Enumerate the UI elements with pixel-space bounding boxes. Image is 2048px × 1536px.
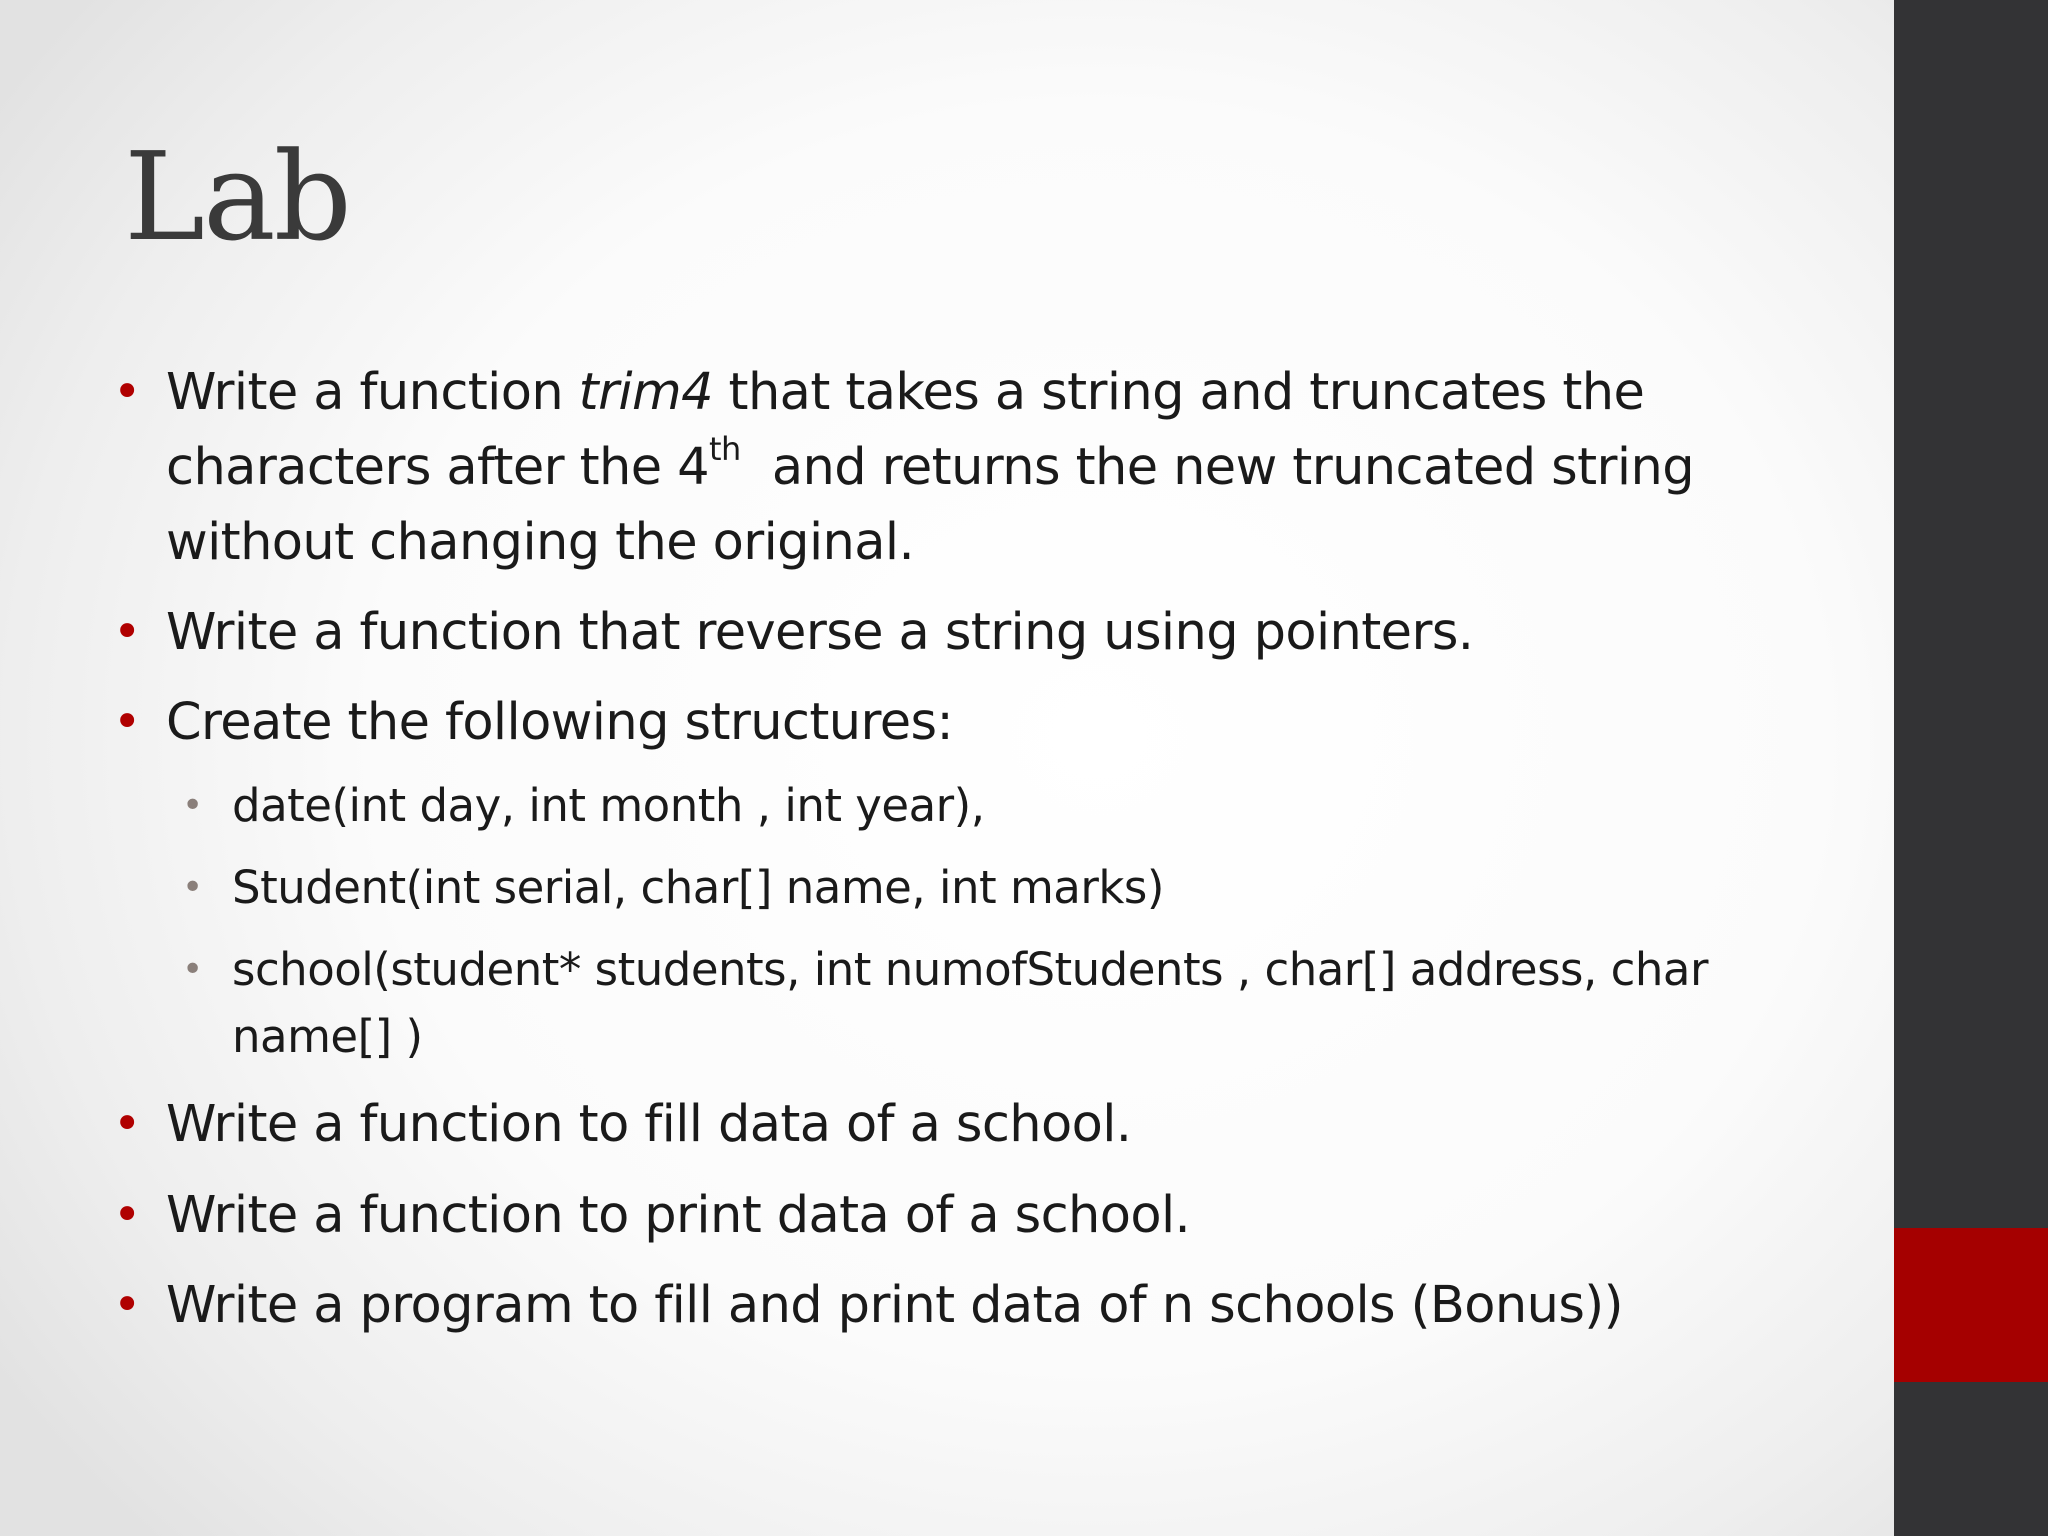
- bullet-text: Write a function to fill data of a school.: [166, 1095, 1132, 1154]
- bullet-text: Write a function to print data of a school.: [166, 1186, 1191, 1245]
- sub-bullet-marker: •: [182, 867, 203, 908]
- bullet-marker: •: [113, 694, 141, 750]
- bullet-marker: •: [113, 1096, 141, 1152]
- bullet-text-superscript: th: [709, 430, 741, 468]
- slide-sidebar: [1894, 0, 2048, 1536]
- bullet-text-part: and returns the new truncated string: [740, 438, 1694, 497]
- bullet-text: [166, 355, 1644, 430]
- slide-title: Lab: [124, 126, 350, 268]
- sub-bullet-text: name[] ): [232, 1010, 423, 1063]
- bullet-text: [166, 430, 1694, 505]
- sidebar-accent-block: [1894, 1228, 2048, 1382]
- sub-bullet-marker: •: [182, 785, 203, 826]
- bullet-text-part: that takes a string and truncates the: [712, 363, 1645, 422]
- bullet-marker: •: [113, 364, 141, 420]
- bullet-marker: •: [113, 1187, 141, 1243]
- bullet-text-italic: trim4: [578, 363, 713, 422]
- bullet-marker: •: [113, 1277, 141, 1333]
- sub-bullet-text: Student(int serial, char[] name, int marks): [232, 861, 1164, 914]
- sub-bullet-text: school(student* students, int numofStudents , char[] address, char: [232, 943, 1708, 996]
- bullet-text-part: Write a function: [166, 363, 579, 422]
- sub-bullet-marker: •: [182, 949, 203, 990]
- bullet-text: Write a function that reverse a string using pointers.: [166, 603, 1474, 662]
- bullet-marker: •: [113, 604, 141, 660]
- sub-bullet-text: date(int day, int month , int year),: [232, 779, 985, 832]
- bullet-text: without changing the original.: [166, 513, 915, 572]
- bullet-text: Write a program to fill and print data of n schools (Bonus)): [166, 1276, 1623, 1335]
- bullet-text-part: characters after the 4: [166, 438, 710, 497]
- bullet-text: Create the following structures:: [166, 693, 954, 752]
